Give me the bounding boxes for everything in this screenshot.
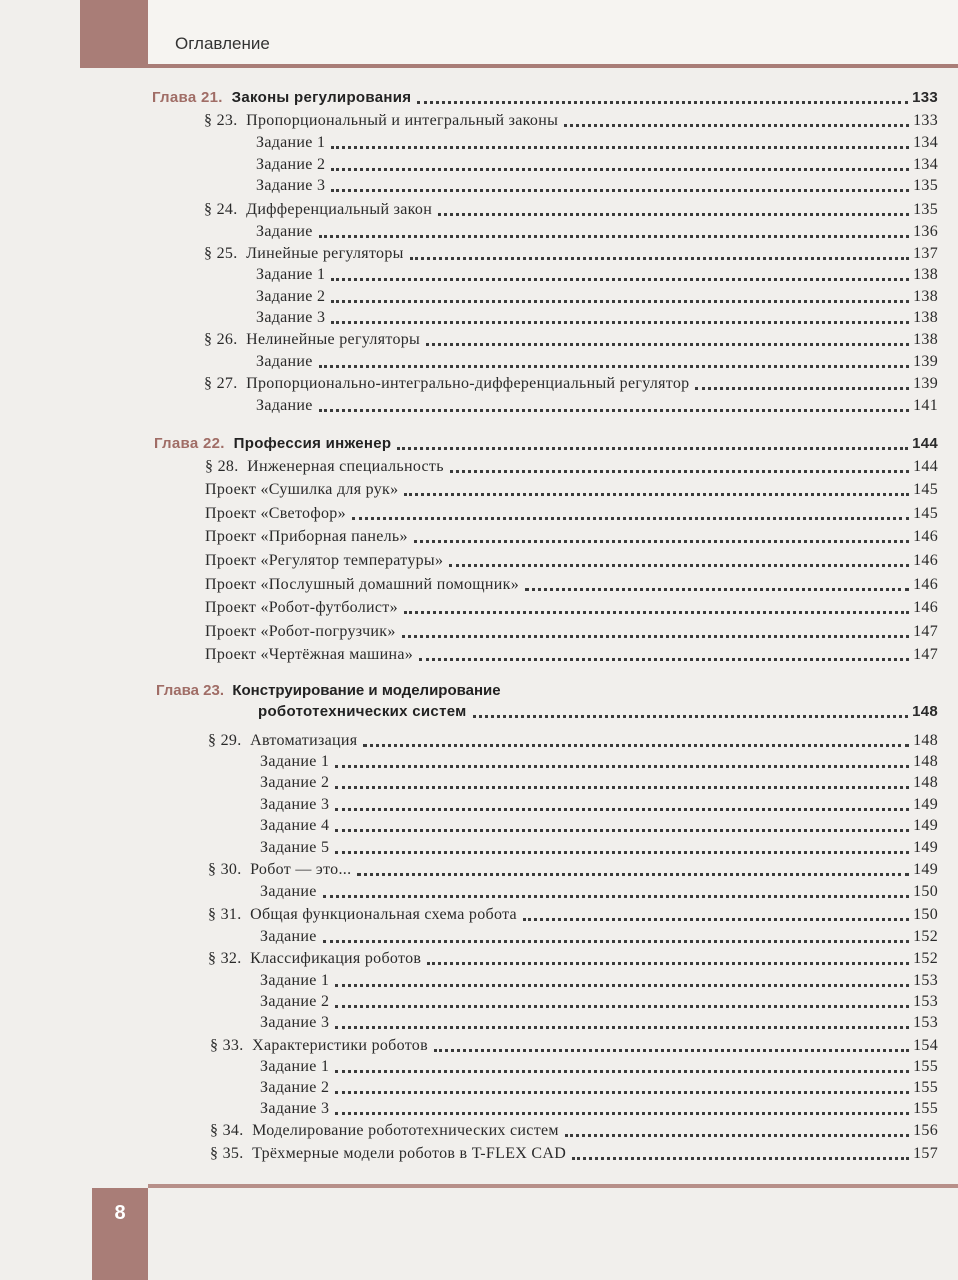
dot-leader xyxy=(695,387,909,390)
dot-leader xyxy=(565,1134,909,1137)
task-title: Задание 5 xyxy=(260,839,330,856)
toc-project[interactable] xyxy=(205,549,938,571)
dot-leader xyxy=(434,1049,909,1052)
task-title: Задание xyxy=(260,883,317,900)
toc-section-26[interactable] xyxy=(204,328,938,350)
dot-leader xyxy=(404,611,909,614)
dot-leader xyxy=(323,940,909,943)
page-number: 148 xyxy=(912,703,938,720)
section-title: Общая функциональная схема робота xyxy=(250,906,517,923)
toc-project[interactable] xyxy=(205,478,938,500)
task-title: Задание 2 xyxy=(260,1079,330,1096)
section-number: § 24. xyxy=(204,201,238,218)
toc-task[interactable] xyxy=(260,814,938,836)
dot-leader xyxy=(331,321,909,324)
page-number: 144 xyxy=(913,458,938,475)
dot-leader xyxy=(426,343,909,346)
section-number: § 29. xyxy=(208,732,242,749)
chapter-title-line2: робототехнических систем xyxy=(258,703,467,720)
toc-section-35[interactable] xyxy=(210,1142,938,1164)
page-number: 134 xyxy=(913,134,938,151)
page-number: 137 xyxy=(913,245,938,262)
page-number: 156 xyxy=(913,1122,938,1139)
toc-task[interactable] xyxy=(256,131,938,153)
chapter-number: Глава 21. xyxy=(152,89,223,106)
page-number: 155 xyxy=(913,1100,938,1117)
toc-task[interactable] xyxy=(256,306,938,328)
page-number: 153 xyxy=(913,972,938,989)
toc-task[interactable] xyxy=(260,750,938,772)
section-title: Автоматизация xyxy=(250,732,358,749)
dot-leader xyxy=(335,1070,909,1073)
toc-task[interactable] xyxy=(256,394,938,416)
toc-task[interactable] xyxy=(260,836,938,858)
task-title: Задание 1 xyxy=(256,266,326,283)
page-number: 138 xyxy=(913,331,938,348)
dot-leader xyxy=(402,635,909,638)
section-number: § 35. xyxy=(210,1145,244,1162)
toc-task[interactable] xyxy=(256,220,938,242)
toc-task[interactable] xyxy=(260,925,938,947)
toc-section-23[interactable] xyxy=(204,109,938,131)
page-number: 138 xyxy=(913,288,938,305)
toc-project[interactable] xyxy=(205,620,938,642)
toc-project[interactable] xyxy=(205,596,938,618)
toc-task[interactable] xyxy=(256,285,938,307)
dot-leader xyxy=(419,658,909,661)
dot-leader xyxy=(319,235,909,238)
section-title: Нелинейные регуляторы xyxy=(246,331,421,348)
dot-leader xyxy=(572,1157,909,1160)
page-number: 146 xyxy=(913,576,938,593)
dot-leader xyxy=(335,765,909,768)
dot-leader xyxy=(397,447,908,450)
dot-leader xyxy=(335,1026,909,1029)
section-title: Моделирование робототехнических систем xyxy=(252,1122,559,1139)
dot-leader xyxy=(564,124,909,127)
section-title: Пропорционально-интегрально-дифференциальный регулятор xyxy=(246,375,690,392)
page-number: 135 xyxy=(913,177,938,194)
dot-leader xyxy=(331,146,909,149)
dot-leader xyxy=(523,918,909,921)
toc-task[interactable] xyxy=(256,350,938,372)
page-number: 157 xyxy=(913,1145,938,1162)
task-title: Задание 3 xyxy=(260,1100,330,1117)
page-number: 144 xyxy=(912,435,938,452)
project-title: Проект «Робот-футболист» xyxy=(205,599,398,616)
section-number: § 27. xyxy=(204,375,238,392)
toc-section-30[interactable] xyxy=(208,858,938,880)
page-number: 154 xyxy=(913,1037,938,1054)
section-title: Трёхмерные модели роботов в T-FLEX CAD xyxy=(252,1145,567,1162)
chapter-title-line1: Конструирование и моделирование xyxy=(232,682,501,699)
section-number: § 34. xyxy=(210,1122,244,1139)
toc-task[interactable] xyxy=(260,1011,938,1033)
dot-leader xyxy=(335,851,909,854)
project-title: Проект «Сушилка для рук» xyxy=(205,481,399,498)
project-title: Проект «Светофор» xyxy=(205,505,346,522)
toc-chapter-23[interactable] xyxy=(258,700,938,722)
page-number: 146 xyxy=(913,528,938,545)
page-number: 134 xyxy=(913,156,938,173)
page-number: 145 xyxy=(913,481,938,498)
task-title: Задание 1 xyxy=(260,1058,330,1075)
task-title: Задание 3 xyxy=(256,177,326,194)
toc-section-25[interactable] xyxy=(204,242,938,264)
dot-leader xyxy=(414,540,909,543)
footer-rule xyxy=(148,1184,958,1188)
page-title: Оглавление xyxy=(175,34,270,53)
task-title: Задание 4 xyxy=(260,817,330,834)
project-title: Проект «Робот-погрузчик» xyxy=(205,623,396,640)
toc-task[interactable] xyxy=(256,263,938,285)
task-title: Задание 2 xyxy=(260,993,330,1010)
toc-project[interactable] xyxy=(205,643,938,665)
chapter-number: Глава 22. xyxy=(154,435,225,452)
page-number: 145 xyxy=(913,505,938,522)
toc-section-28[interactable] xyxy=(205,455,938,477)
toc-section-32[interactable] xyxy=(208,947,938,969)
dot-leader xyxy=(352,517,909,520)
section-title: Дифференциальный закон xyxy=(246,201,433,218)
toc-task[interactable] xyxy=(260,1097,938,1119)
page-number: 136 xyxy=(913,223,938,240)
page-number: 155 xyxy=(913,1079,938,1096)
toc-chapter-23-heading xyxy=(156,681,501,701)
toc-task[interactable] xyxy=(260,969,938,991)
toc-project[interactable] xyxy=(205,502,938,524)
toc-section-34[interactable] xyxy=(210,1119,938,1141)
dot-leader xyxy=(331,300,909,303)
dot-leader xyxy=(357,873,909,876)
dot-leader xyxy=(335,786,909,789)
dot-leader xyxy=(331,189,909,192)
page-number: 152 xyxy=(913,950,938,967)
dot-leader xyxy=(319,365,909,368)
dot-leader xyxy=(438,213,909,216)
section-number: § 30. xyxy=(208,861,242,878)
section-title: Робот — это... xyxy=(250,861,352,878)
page-number: 139 xyxy=(913,375,938,392)
page-number: 135 xyxy=(913,201,938,218)
page-number: 146 xyxy=(913,552,938,569)
section-number: § 25. xyxy=(204,245,238,262)
project-title: Проект «Приборная панель» xyxy=(205,528,408,545)
section-number: § 26. xyxy=(204,331,238,348)
dot-leader xyxy=(363,744,909,747)
page-number-box xyxy=(92,1188,148,1280)
toc-chapter-21[interactable] xyxy=(152,86,938,108)
task-title: Задание 2 xyxy=(260,774,330,791)
dot-leader xyxy=(331,168,909,171)
page-number: 149 xyxy=(913,861,938,878)
dot-leader xyxy=(335,1005,909,1008)
dot-leader xyxy=(335,984,909,987)
toc-task[interactable] xyxy=(256,174,938,196)
dot-leader xyxy=(525,588,909,591)
section-number: § 33. xyxy=(210,1037,244,1054)
page-number: 133 xyxy=(913,112,938,129)
section-number: § 28. xyxy=(205,458,239,475)
dot-leader xyxy=(410,257,909,260)
dot-leader xyxy=(335,1112,909,1115)
section-title: Линейные регуляторы xyxy=(246,245,404,262)
dot-leader xyxy=(449,564,909,567)
project-title: Проект «Чертёжная машина» xyxy=(205,646,414,663)
footer-page-number: 8 xyxy=(114,1202,126,1224)
task-title: Задание 3 xyxy=(260,1014,330,1031)
task-title: Задание xyxy=(256,353,313,370)
task-title: Задание 3 xyxy=(260,796,330,813)
page-number: 150 xyxy=(913,906,938,923)
chapter-title: Законы регулирования xyxy=(231,89,412,106)
toc-section-27[interactable] xyxy=(204,372,938,394)
dot-leader xyxy=(323,895,909,898)
task-title: Задание 1 xyxy=(260,753,330,770)
page-number: 149 xyxy=(913,796,938,813)
dot-leader xyxy=(404,493,909,496)
task-title: Задание xyxy=(256,397,313,414)
page-number: 138 xyxy=(913,309,938,326)
section-number: § 31. xyxy=(208,906,242,923)
dot-leader xyxy=(335,829,909,832)
task-title: Задание 1 xyxy=(256,134,326,151)
dot-leader xyxy=(450,470,909,473)
dot-leader xyxy=(417,101,908,104)
dot-leader xyxy=(427,962,909,965)
toc-chapter-22[interactable] xyxy=(154,432,938,454)
page-number: 148 xyxy=(913,774,938,791)
dot-leader xyxy=(319,409,909,412)
project-title: Проект «Регулятор температуры» xyxy=(205,552,444,569)
task-title: Задание 3 xyxy=(256,309,326,326)
task-title: Задание xyxy=(256,223,313,240)
dot-leader xyxy=(335,1091,909,1094)
toc-section-31[interactable] xyxy=(208,903,938,925)
page-number: 148 xyxy=(913,753,938,770)
page-number: 153 xyxy=(913,1014,938,1031)
project-title: Проект «Послушный домашний помощник» xyxy=(205,576,520,593)
page-number: 141 xyxy=(913,397,938,414)
page-number: 149 xyxy=(913,817,938,834)
toc-task[interactable] xyxy=(260,1055,938,1077)
section-number: § 32. xyxy=(208,950,242,967)
page-number: 150 xyxy=(913,883,938,900)
task-title: Задание 2 xyxy=(256,156,326,173)
task-title: Задание 1 xyxy=(260,972,330,989)
task-title: Задание xyxy=(260,928,317,945)
section-title: Классификация роботов xyxy=(250,950,422,967)
page-number: 152 xyxy=(913,928,938,945)
section-title: Инженерная специальность xyxy=(247,458,444,475)
section-number: § 23. xyxy=(204,112,238,129)
dot-leader xyxy=(473,715,909,718)
page-number: 133 xyxy=(912,89,938,106)
page-number: 147 xyxy=(913,646,938,663)
toc-section-29[interactable] xyxy=(208,729,938,751)
page-number: 155 xyxy=(913,1058,938,1075)
toc-task[interactable] xyxy=(256,153,938,175)
page-number: 148 xyxy=(913,732,938,749)
section-title: Пропорциональный и интегральный законы xyxy=(246,112,559,129)
page-number: 139 xyxy=(913,353,938,370)
page-number: 149 xyxy=(913,839,938,856)
page-number: 153 xyxy=(913,993,938,1010)
page-number: 138 xyxy=(913,266,938,283)
toc-task[interactable] xyxy=(260,1076,938,1098)
toc-task[interactable] xyxy=(260,990,938,1012)
toc-task[interactable] xyxy=(260,880,938,902)
chapter-number: Глава 23. xyxy=(156,682,225,699)
section-title: Характеристики роботов xyxy=(252,1037,428,1054)
toc-project[interactable] xyxy=(205,525,938,547)
toc-section-24[interactable] xyxy=(204,198,938,220)
dot-leader xyxy=(335,808,909,811)
chapter-title: Профессия инженер xyxy=(233,435,392,452)
page-number: 147 xyxy=(913,623,938,640)
toc-project[interactable] xyxy=(205,573,938,595)
dot-leader xyxy=(331,278,909,281)
toc-section-33[interactable] xyxy=(210,1034,938,1056)
toc-task[interactable] xyxy=(260,793,938,815)
page-number: 146 xyxy=(913,599,938,616)
task-title: Задание 2 xyxy=(256,288,326,305)
toc-task[interactable] xyxy=(260,771,938,793)
